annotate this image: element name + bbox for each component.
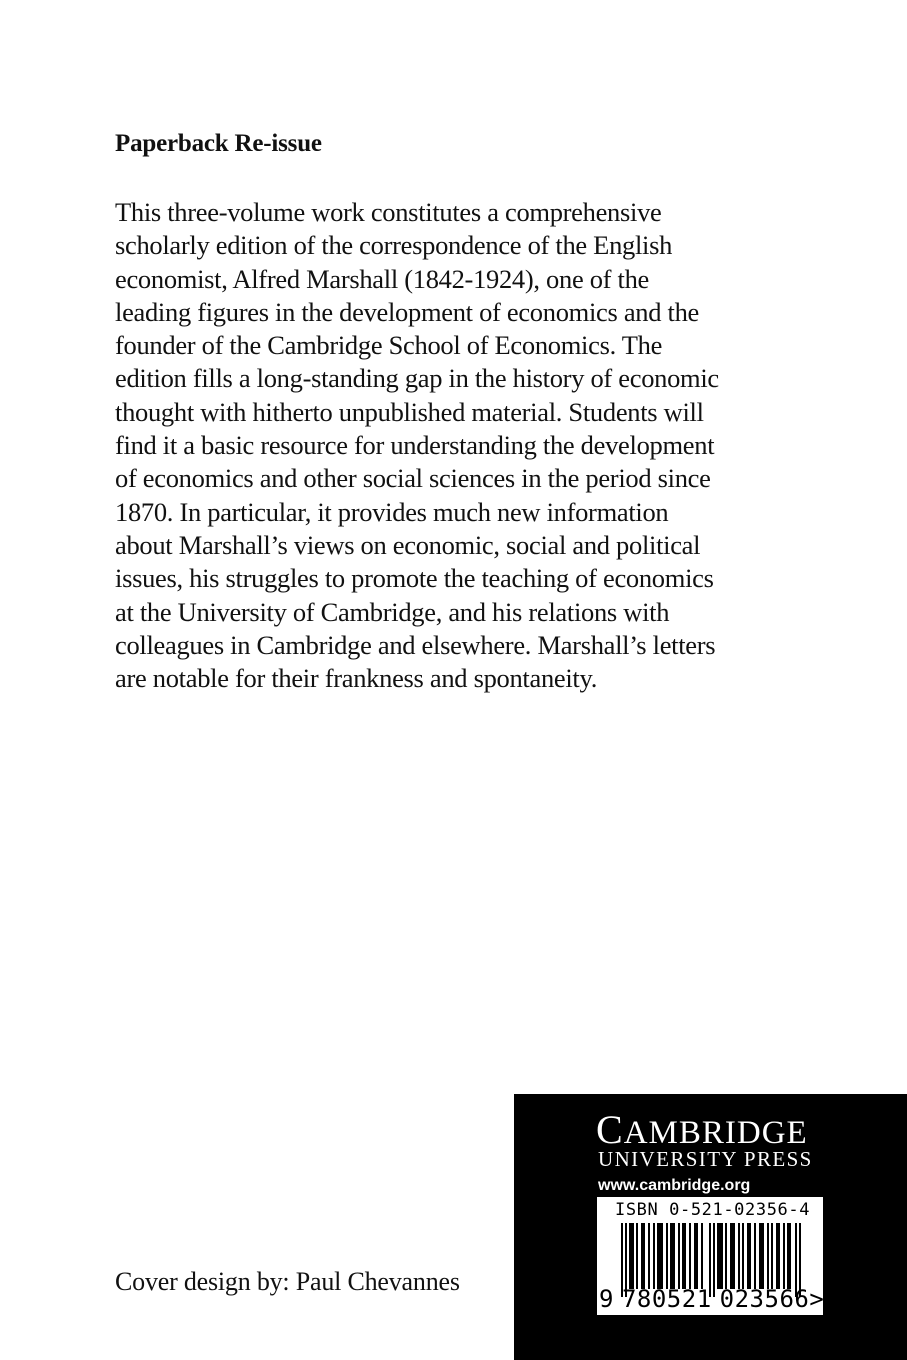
blurb-line: find it a basic resource for understanding the development (115, 430, 715, 461)
publisher-name-rest: AMBRIDGE (623, 1115, 808, 1151)
blurb-line: edition fills a long-standing gap in the history of economic (115, 363, 719, 394)
publisher-panel (514, 1094, 907, 1360)
publisher-logo-name (596, 1106, 808, 1153)
blurb-line: of economics and other social sciences in the period since (115, 463, 711, 494)
isbn-label: ISBN 0-521-02356-4 (615, 1200, 811, 1220)
blurb-line: about Marshall’s views on economic, social and political (115, 529, 701, 560)
cover-design-credit: Cover design by: Paul Chevannes (115, 1267, 460, 1296)
blurb-line: are notable for their frankness and spontaneity. (115, 663, 598, 694)
publisher-subname: UNIVERSITY PRESS (598, 1147, 813, 1171)
blurb-line: thought with hitherto unpublished material. Students will (115, 396, 704, 427)
blurb-line: This three-volume work constitutes a comprehensive (115, 197, 662, 227)
isbn-barcode (597, 1197, 823, 1315)
blurb-line: colleagues in Cambridge and elsewhere. Marshall’s letters (115, 629, 716, 660)
blurb-line: founder of the Cambridge School of Economics. The (115, 330, 663, 361)
back-cover-blurb (115, 196, 815, 695)
blurb-line: 1870. In particular, it provides much new information (115, 496, 669, 527)
blurb-line: at the University of Cambridge, and his relations with (115, 596, 670, 627)
blurb-line: leading figures in the development of economics and the (115, 296, 699, 327)
blurb-line: issues, his struggles to promote the teaching of economics (115, 563, 714, 594)
publisher-name-initial: C (596, 1107, 624, 1152)
back-cover-heading: Paperback Re-issue (115, 130, 322, 157)
blurb-line: economist, Alfred Marshall (1842-1924), one of the (115, 263, 650, 294)
publisher-url[interactable]: www.cambridge.org (598, 1177, 751, 1194)
ean-number: 9 780521 023566> (599, 1285, 825, 1313)
blurb-line: scholarly edition of the correspondence of the English (115, 230, 673, 261)
